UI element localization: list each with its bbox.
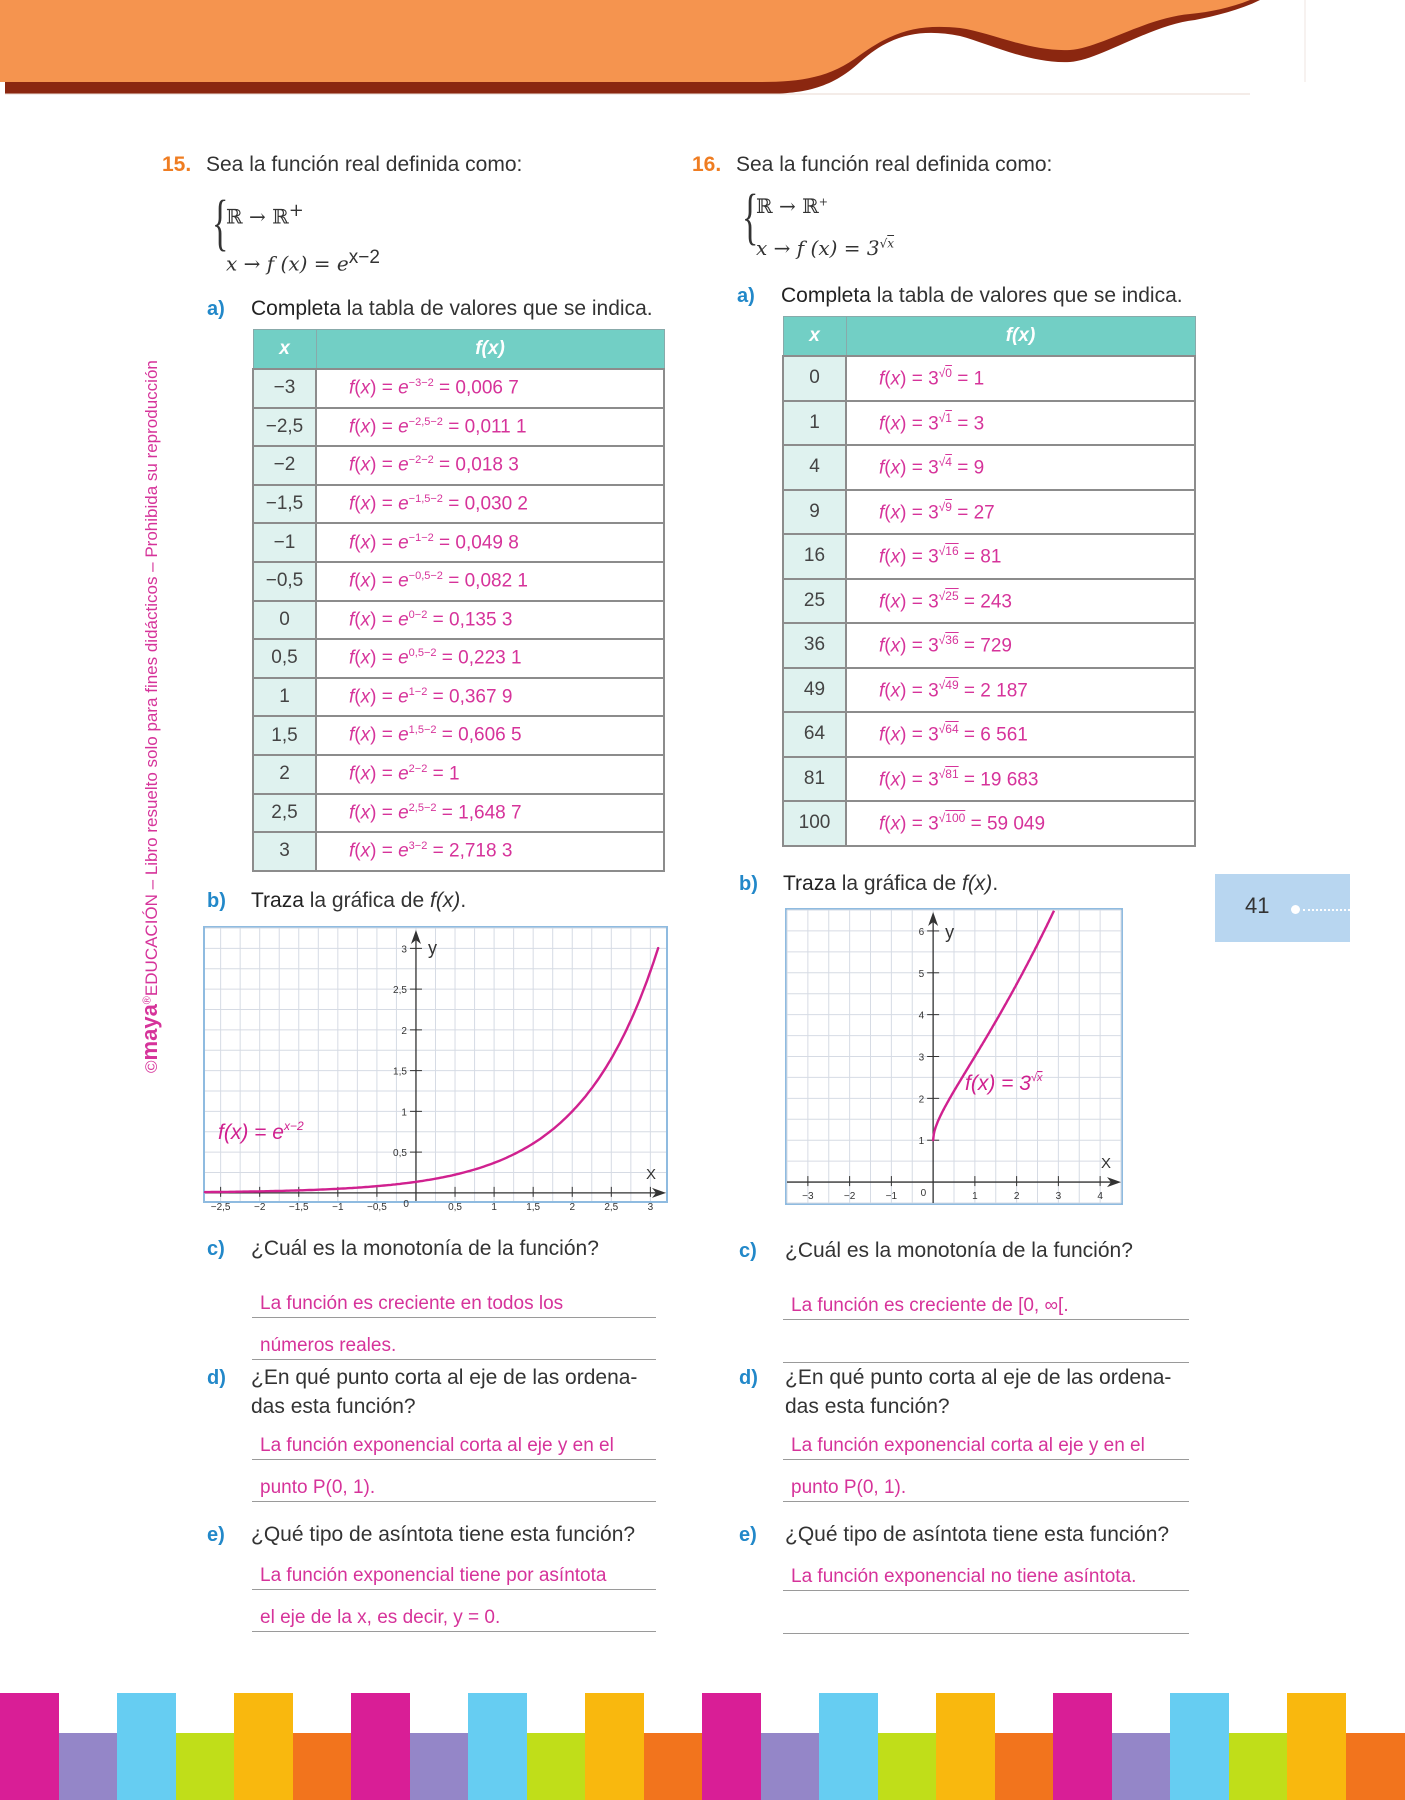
part-c-question: ¿Cuál es la monotonía de la función? (785, 1239, 1133, 1262)
cell-fx: $f(x) = e^{-2-2} = 0,018$ 3 (316, 446, 664, 485)
column-header-fx: f(x) (316, 330, 664, 370)
table-row (253, 369, 664, 408)
problem-number: 15. (162, 153, 192, 176)
part-a-letter: a) (737, 285, 755, 307)
table-header-row (253, 330, 664, 370)
answer-line: el eje de la x, es decir, y = 0. (252, 1604, 656, 1632)
data-point (454, 1173, 456, 1175)
x-tick-label: 3 (647, 1201, 654, 1213)
y-axis-label: y (427, 938, 437, 958)
data-point (942, 1108, 944, 1110)
table-row (783, 712, 1195, 757)
cell-x: 16 (783, 534, 846, 579)
column-header-x: x (253, 330, 316, 370)
part-c-question: ¿Cuál es la monotonía de la función? (251, 1237, 599, 1260)
cell-x: 2 (253, 755, 316, 794)
answer-line: La función exponencial corta al eje y en el (252, 1432, 656, 1460)
data-point (337, 1188, 339, 1190)
cell-x: 36 (783, 623, 846, 668)
y-tick-label: 2 (401, 1025, 407, 1037)
cell-fx: $f(x) = 3^{√100} = 59$ 049 (846, 801, 1195, 846)
color-stripe (585, 1693, 644, 1800)
part-e-question: ¿Qué tipo de asíntota tiene esta función? (251, 1523, 636, 1546)
answer-line: La función exponencial corta al eje y en el (783, 1432, 1189, 1460)
data-point (953, 1090, 955, 1092)
data-point (298, 1189, 300, 1191)
function-label: $f(x) = e^{x-2}$ (218, 1119, 304, 1144)
color-stripe (117, 1693, 176, 1800)
cell-fx: $f(x) = 3^{√49} = 2$ 187 (846, 668, 1195, 713)
cell-x: 64 (783, 712, 846, 757)
y-axis-label: y (945, 922, 955, 942)
cell-x: −1 (253, 523, 316, 562)
answer-line: números reales. (252, 1332, 656, 1360)
data-point (934, 1127, 936, 1129)
color-stripe (644, 1733, 703, 1800)
data-point (649, 970, 651, 972)
copyright-symbol: © (142, 1060, 161, 1073)
table-row (253, 485, 664, 524)
x-tick-label: −3 (802, 1191, 814, 1203)
header-orange-wave (0, 0, 1250, 82)
answer-line (783, 1335, 1189, 1363)
data-point (657, 947, 659, 949)
brace-icon: { (742, 183, 759, 251)
cell-x: 4 (783, 445, 846, 490)
y-tick-label: 2,5 (393, 985, 407, 997)
cell-x: 100 (783, 801, 846, 846)
part-d-question-1: ¿En qué punto corta al eje de las ordena- (785, 1366, 1172, 1389)
x-tick-label: 1,5 (526, 1201, 541, 1213)
cell-fx: $f(x) = 3^{√81} = 19$ 683 (846, 757, 1195, 802)
cell-x: 3 (253, 832, 316, 871)
cell-fx: $f(x) = e^{-3-2} = 0,006$ 7 (316, 369, 664, 408)
y-tick-label: 2 (918, 1094, 925, 1106)
function-label: f(x) = 3√x (965, 1072, 1043, 1095)
color-stripe (234, 1693, 293, 1800)
data-point (532, 1142, 534, 1144)
brace-icon: { (212, 189, 229, 257)
cell-fx: $f(x) = 3^{√4} = 9$ (846, 445, 1195, 490)
table-row (253, 716, 664, 755)
x-tick-label: 2 (1013, 1191, 1020, 1203)
cell-fx: $f(x) = 3^{√9} = 27$ (846, 490, 1195, 535)
part-d-question-2: das esta función? (785, 1395, 950, 1418)
cell-x: 1 (783, 401, 846, 446)
problem-title: Sea la función real definida como: (206, 153, 523, 176)
table-header-row (783, 317, 1195, 357)
cell-fx: $f(x) = e^{3-2} = 2,718$ 3 (316, 832, 664, 871)
answer-line: punto P(0, 1). (783, 1474, 1189, 1502)
cell-fx: $f(x) = e^{2,5-2} = 1,648$ 7 (316, 794, 664, 833)
problem-number: 16. (692, 153, 722, 176)
part-b-instruction: Traza la gráfica de f(x). (251, 889, 467, 912)
y-tick-label: 5 (918, 968, 925, 980)
column-header-x: x (783, 317, 846, 357)
y-tick-label: 1,5 (393, 1066, 407, 1078)
part-a-letter: a) (207, 298, 225, 320)
part-d-letter: d) (207, 1367, 226, 1389)
dotted-line (1303, 909, 1350, 911)
table-row (783, 534, 1195, 579)
part-b-letter: b) (739, 873, 758, 895)
x-axis-label: X (646, 1165, 657, 1183)
answer-line (783, 1606, 1189, 1634)
cell-fx: $f(x) = e^{-0,5-2} = 0,082$ 1 (316, 562, 664, 601)
x-axis-label: X (1101, 1155, 1112, 1173)
color-stripe (176, 1733, 235, 1800)
color-stripe (527, 1733, 586, 1800)
data-point (493, 1162, 495, 1164)
part-d-question-2: das esta función? (251, 1395, 416, 1418)
copyright-sidebar (137, 360, 167, 1073)
dot-icon (1291, 905, 1300, 914)
x-tick-label: 1 (972, 1191, 978, 1203)
x-tick-label: 2,5 (604, 1201, 619, 1213)
y-tick-label: 1 (401, 1107, 407, 1119)
x-tick-label: 3 (1055, 1191, 1062, 1203)
origin-label: 0 (920, 1188, 927, 1200)
cell-x: −2,5 (253, 408, 316, 447)
color-stripe (293, 1733, 352, 1800)
part-e-question: ¿Qué tipo de asíntota tiene esta función? (785, 1523, 1170, 1546)
table-row (783, 757, 1195, 802)
answer-line: punto P(0, 1). (252, 1474, 656, 1502)
data-point (974, 1055, 976, 1057)
table-row (783, 356, 1195, 401)
column-header-fx: f(x) (846, 317, 1195, 357)
values-table-15 (252, 329, 665, 872)
page-number-tab (1215, 874, 1350, 942)
cell-fx: $f(x) = 3^{√36} = 729$ (846, 623, 1195, 668)
part-e-letter: e) (739, 1524, 757, 1546)
x-tick-label: −2 (843, 1191, 856, 1203)
cell-fx: $f(x) = e^{-1-2} = 0,049$ 8 (316, 523, 664, 562)
color-stripe (1170, 1693, 1229, 1800)
part-c-letter: c) (207, 1238, 225, 1260)
table-row (253, 601, 664, 640)
cell-x: 49 (783, 668, 846, 713)
brand-logo: maya (137, 1004, 162, 1061)
answer-line: La función es creciente de [0, ∞[. (783, 1292, 1189, 1320)
color-stripe (1287, 1693, 1346, 1800)
values-table-16 (782, 316, 1196, 847)
page-number: 41 (1245, 893, 1270, 918)
data-point (204, 1191, 206, 1193)
data-point (1036, 943, 1038, 945)
cell-fx: $f(x) = 3^{√25} = 243$ (846, 579, 1195, 624)
color-stripe (1053, 1693, 1112, 1800)
chart-exponential (203, 926, 668, 1213)
cell-x: 25 (783, 579, 846, 624)
table-row (783, 623, 1195, 668)
data-point (610, 1057, 612, 1059)
part-b-letter: b) (207, 890, 226, 912)
cell-x: −2 (253, 446, 316, 485)
cell-x: 1 (253, 678, 316, 717)
cell-x: 0 (783, 356, 846, 401)
color-stripe (936, 1693, 995, 1800)
y-tick-label: 1 (918, 1136, 925, 1148)
table-row (783, 579, 1195, 624)
cell-x: 0 (253, 601, 316, 640)
cell-fx: $f(x) = 3^{√16} = 81$ (846, 534, 1195, 579)
system-line-2: x → f $(x) = e^{x-2}$ (226, 247, 380, 276)
cell-x: −3 (253, 369, 316, 408)
cell-x: −0,5 (253, 562, 316, 601)
cell-fx: $f(x) = 3^{√0} = 1$ (846, 356, 1195, 401)
header-banner (0, 0, 1350, 100)
x-tick-label: 1 (491, 1201, 497, 1213)
part-e-letter: e) (207, 1524, 225, 1546)
cell-fx: $f(x) = e^{1-2} = 0,367$ 9 (316, 678, 664, 717)
cell-fx: $f(x) = e^{0,5-2} = 0,223$ 1 (316, 639, 664, 678)
part-a-instruction: Completa la tabla de valores que se indica. (251, 297, 653, 320)
table-row (783, 401, 1195, 446)
cell-fx: $f(x) = e^{-2,5-2} = 0,011$ 1 (316, 408, 664, 447)
table-row (253, 446, 664, 485)
cell-fx: $f(x) = e^{-1,5-2} = 0,030$ 2 (316, 485, 664, 524)
data-point (258, 1190, 260, 1192)
x-tick-label: −2,5 (210, 1201, 231, 1213)
cell-fx: $f(x) = 3^{√1} = 3$ (846, 401, 1195, 446)
table-row (253, 794, 664, 833)
table-row (253, 562, 664, 601)
color-stripe (702, 1693, 761, 1800)
x-tick-label: −0,5 (367, 1201, 387, 1213)
data-point (219, 1191, 221, 1193)
color-stripe (410, 1733, 469, 1800)
table-row (783, 445, 1195, 490)
part-a-instruction: Completa la tabla de valores que se indica. (781, 284, 1183, 307)
data-point (376, 1185, 378, 1187)
table-row (783, 490, 1195, 535)
color-stripe (468, 1693, 527, 1800)
cell-x: 2,5 (253, 794, 316, 833)
answer-line: La función exponencial no tiene asíntota. (783, 1563, 1189, 1591)
table-row (253, 408, 664, 447)
part-d-letter: d) (739, 1367, 758, 1389)
sidebar-notice: EDUCACIÓN – Libro resuelto solo para fines didácticos – Prohibida su reproducción (142, 360, 161, 997)
data-point (995, 1020, 997, 1022)
registered-symbol: ® (141, 996, 154, 1005)
color-stripe (0, 1693, 59, 1800)
cell-fx: $f(x) = e^{0-2} = 0,135$ 3 (316, 601, 664, 640)
color-stripe (351, 1693, 410, 1800)
cell-x: 9 (783, 490, 846, 535)
table-row (253, 523, 664, 562)
x-tick-label: 0,5 (448, 1201, 462, 1213)
color-stripe (59, 1733, 118, 1800)
answer-line: La función exponencial tiene por asíntota (252, 1562, 656, 1590)
x-tick-label: −1 (332, 1201, 344, 1213)
cell-fx: $f(x) = 3^{√64} = 6$ 561 (846, 712, 1195, 757)
cell-fx: $f(x) = e^{1,5-2} = 0,606$ 5 (316, 716, 664, 755)
x-tick-label: −1,5 (288, 1201, 309, 1213)
part-c-letter: c) (739, 1240, 757, 1262)
x-tick-label: −2 (253, 1201, 266, 1213)
x-tick-label: 4 (1097, 1191, 1103, 1203)
table-row (253, 755, 664, 794)
part-d-question-1: ¿En qué punto corta al eje de las ordena- (251, 1366, 638, 1389)
color-stripe (1229, 1733, 1288, 1800)
y-tick-label: 6 (918, 926, 925, 938)
cell-x: −1,5 (253, 485, 316, 524)
color-stripe (819, 1693, 878, 1800)
data-point (415, 1181, 417, 1183)
y-tick-label: 0,5 (393, 1148, 407, 1160)
part-b-instruction: Traza la gráfica de f(x). (783, 872, 999, 895)
color-stripe (1346, 1733, 1405, 1800)
cell-x: 1,5 (253, 716, 316, 755)
x-tick-label: −1 (885, 1191, 898, 1203)
x-tick-label: 2 (569, 1201, 576, 1213)
table-row (253, 832, 664, 871)
table-row (783, 668, 1195, 713)
chart-root-exponential (785, 908, 1123, 1205)
color-stripe (761, 1733, 820, 1800)
system-line-1: ℝ → ℝ+ (226, 200, 304, 229)
table-row (253, 639, 664, 678)
color-stripe (995, 1733, 1054, 1800)
y-tick-label: 4 (918, 1010, 925, 1022)
system-line-1: ℝ → ℝ+ (756, 194, 828, 218)
table-row (783, 801, 1195, 846)
y-tick-label: 3 (918, 1052, 925, 1064)
color-stripe (878, 1733, 937, 1800)
table-row (253, 678, 664, 717)
problem-title: Sea la función real definida como: (736, 153, 1053, 176)
data-point (932, 1139, 934, 1141)
color-stripe (1112, 1733, 1171, 1800)
y-tick-label: 3 (401, 944, 407, 956)
cell-x: 81 (783, 757, 846, 802)
data-point (571, 1110, 573, 1112)
cell-fx: $f(x) = e^{2-2} = 1$ (316, 755, 664, 794)
origin-label: 0 (403, 1198, 409, 1210)
cell-x: 0,5 (253, 639, 316, 678)
answer-line: La función es creciente en todos los (252, 1290, 656, 1318)
data-point (1015, 983, 1017, 985)
system-line-2: x → f $(x) = 3^{√x}$ (756, 236, 895, 260)
